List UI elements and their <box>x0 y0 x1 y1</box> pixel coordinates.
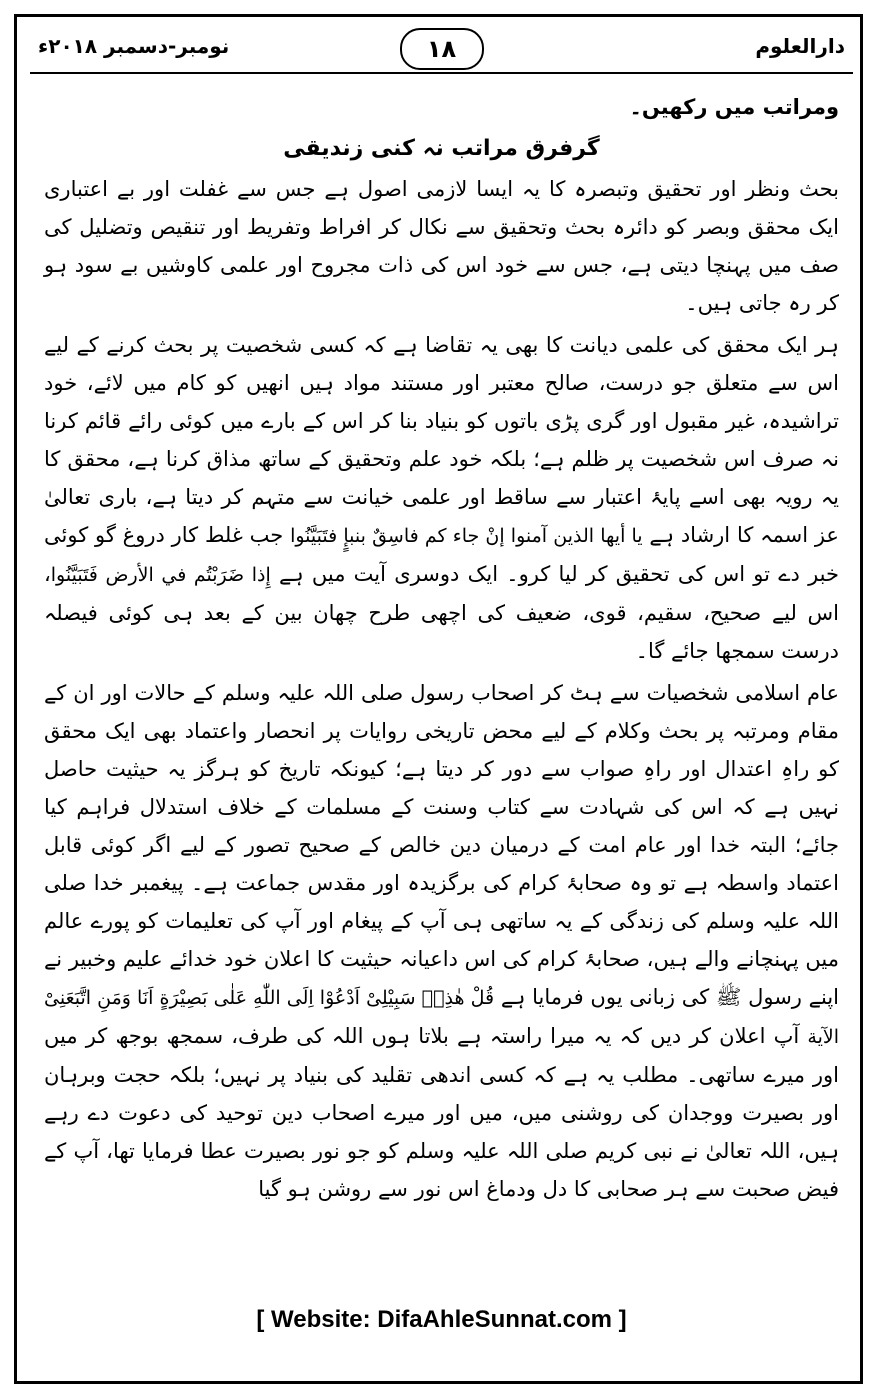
magazine-title: دارالعلوم <box>755 34 845 58</box>
page-header <box>30 28 853 68</box>
paragraph-2-text-a: ہر ایک محقق کی علمی دیانت کا بھی یہ تقاضا ہے کہ کسی شخصیت پر بحث کرنے کے لیے اس سے متعلق جو درست، صالح معتبر اور مستند مواد ہیں انھیں کو کام میں لائے، خود تراشیدہ، غیر مقبول اور گری پڑی باتوں کو بنیاد بنا کر اس کے بارے میں کوئی رائے قائم کرنا نہ صرف اس شخصیت پر ظلم ہے؛ بلکہ خود علم وتحقیق کے ساتھ مذاق کرنا ہے، محقق کا یہ رویہ بھی اسے پایۂ اعتبار سے ساقط اور علمی خیانت سے متہم کر دیتا ہے، باری تعالیٰ عز اسمہ کا ارشاد ہے <box>44 333 839 547</box>
paragraph-2-text-c: ، اس لیے صحیح، سقیم، قوی، ضعیف کی اچھی طرح چھان بین کے بعد ہی کوئی فیصلہ درست سمجھا جائے گا۔ <box>44 562 839 663</box>
paragraph-3-text-a: عام اسلامی شخصیات سے ہٹ کر اصحاب رسول صلی اللہ علیہ وسلم کے حالات اور ان کے مقام ومرتبہ پر بحث وکلام کے لیے محض تاریخی روایات پر انحصار واعتماد بھی ایک محقق کو راہِ اعتدال اور راہِ صواب سے دور کر دیتا ہے؛ کیونکہ تاریخ کو ہرگز یہ حیثیت حاصل نہیں ہے کہ اس کی شہادت سے کتاب وسنت کے مسلمات کے خلاف استدلال فراہم کیا جائے؛ البتہ خدا اور عام امت کے درمیان دین خالص کے صحیح تصور کے لیے اگر کوئی قابل اعتماد واسطہ ہے تو وہ صحابۂ کرام کی برگزیدہ اور مقدس جماعت ہے۔ پیغمبر خدا صلی اللہ علیہ وسلم کی زندگی کے یہ ساتھی ہی آپ کے پیغام اور آپ کی تعلیمات کو پورے عالم میں پہنچانے والے ہیں، صحابۂ کرام کی اس داعیانہ حیثیت کا اعلان خود خدائے علیم وخبیر نے اپنے رسول ﷺ کی زبانی یوں فرمایا ہے <box>44 681 840 1009</box>
paragraph-2 <box>44 326 839 670</box>
continued-line: ومراتب میں رکھیں۔ <box>629 95 839 119</box>
paragraph-3 <box>44 674 839 1208</box>
header-rule <box>30 72 853 74</box>
quran-verse-1: یا أیها الذین آمنوا إنْ جاء کم فاسِقٌ بنبإٍ فتَبَيَّنُوا <box>290 525 643 547</box>
paragraph-1: بحث ونظر اور تحقیق وتبصرہ کا یہ ایسا لازمی اصول ہے جس سے غفلت اور بے اعتباری ایک محقق وبصر کو دائرہ بحث وتحقیق سے نکال کر افراط وتفریط اور تنقیص وتضلیل کی صف میں پہنچا دیتی ہے، جس سے خود اس کی ذات مجروح اور علمی کاوشیں بے سود ہو کر رہ جاتی ہیں۔ <box>44 177 839 315</box>
website-footer: [ Website: DifaAhleSunnat.com ] <box>256 1306 627 1333</box>
paragraph-2-text-b: جب غلط کار دروغ گو کوئی خبر دے تو اس کی تحقیق کر لیا کرو۔ ایک دوسری آیت میں ہے <box>44 523 840 586</box>
section-heading: گرفرق مراتب نہ کنی زندیقی <box>283 136 600 161</box>
page-number: ۱۸ <box>400 28 484 70</box>
quran-verse-2: إِذا ضَرَبْتُم في الأرض فَتَبَيَّنُوا <box>50 564 271 586</box>
article-body <box>44 88 839 1212</box>
paragraph-3-text-b: آپ اعلان کر دیں کہ یہ میرا راستہ ہے بلاتا ہوں اللہ کی طرف، سمجھ بوجھ کر میں اور میرے ساتھی۔ مطلب یہ ہے کہ کسی اندھی تقلید کی بنیاد پر نہیں؛ بلکہ حجت وبرہان اور بصیرت ووجدان کی روشنی میں، میں اور میرے اصحاب دین توحید کی دعوت دے رہے ہیں، اللہ تعالیٰ نے نبی کریم صلی اللہ علیہ وسلم کو جو نور بصیرت عطا فرمایا تھا، آپ کے فیض صحبت سے ہر صحابی کا دل ودماغ اس نور سے روشن ہو گیا <box>44 1024 839 1201</box>
quran-verse-3: قُلْ هٰذِهٖ سَبِیْلِیْ اَدْعُوْا اِلَى اللّٰهِ عَلٰى بَصِیْرَةٍ اَنَا وَمَنِ اتَّبَعَنِیْ الآیة <box>44 987 839 1048</box>
issue-date: نومبر-دسمبر ۲۰۱۸ء <box>38 34 230 58</box>
